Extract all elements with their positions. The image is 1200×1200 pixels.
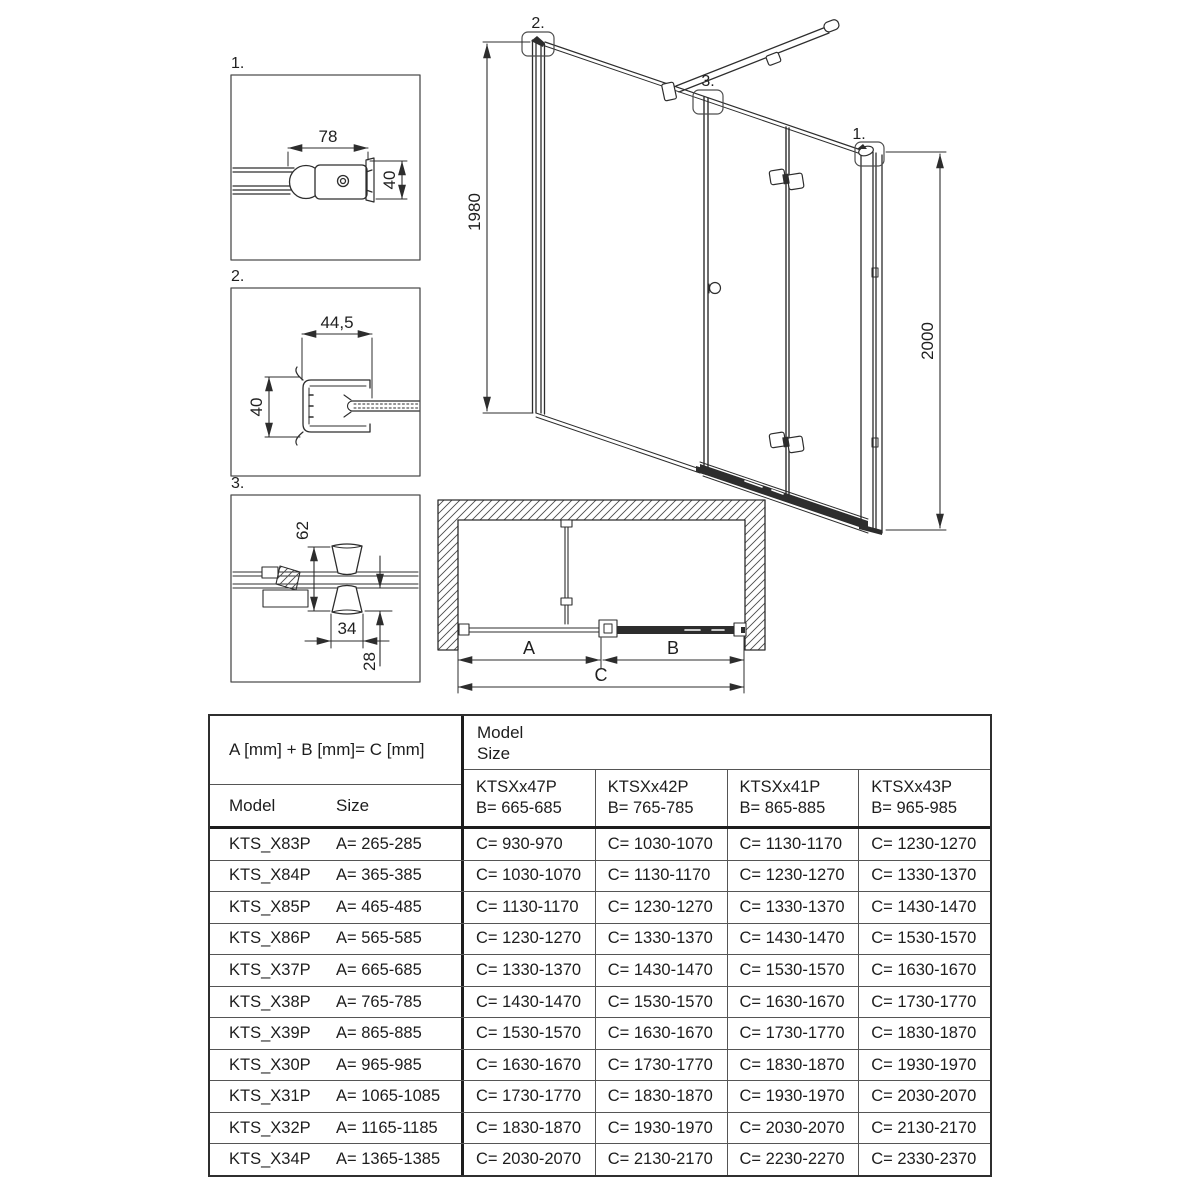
svg-text:2000: 2000 bbox=[918, 322, 937, 360]
table-header-right bbox=[464, 716, 990, 826]
col-header-size: Size bbox=[336, 795, 370, 815]
detail-1 bbox=[231, 55, 420, 260]
group-header-line2: Size bbox=[477, 744, 511, 763]
size-columns-header bbox=[464, 770, 990, 826]
dim-a-label: A bbox=[522, 638, 536, 658]
table-formula: A [mm] + B [mm]= C [mm] bbox=[210, 716, 461, 785]
col-header-ktsx42p: KTSXx42P B= 765-785 bbox=[595, 770, 727, 826]
detail-3 bbox=[231, 475, 420, 682]
detail-3-dim-offset: 28 bbox=[360, 652, 379, 671]
svg-text:1.: 1. bbox=[852, 126, 866, 143]
table-header-left bbox=[210, 716, 464, 826]
table-row: KTS_X34P A= 1365-1385 C= 2030-2070 C= 2130-2170 C= 2230-2270 C= 2330-2370 bbox=[210, 1143, 990, 1175]
table-row: KTS_X32P A= 1165-1185 C= 1830-1870 C= 1930-1970 C= 2030-2070 C= 2130-2170 bbox=[210, 1112, 990, 1144]
col-header-ktsx43p: KTSXx43P B= 965-985 bbox=[858, 770, 990, 826]
table-header bbox=[210, 716, 990, 829]
detail-2-label: 2. bbox=[231, 268, 245, 285]
svg-text:3.: 3. bbox=[701, 73, 715, 90]
dim-c-label: C bbox=[594, 665, 608, 685]
plan-view bbox=[438, 500, 765, 693]
col-header-ktsx47p: KTSXx47P B= 665-685 bbox=[476, 778, 562, 817]
table-row: KTS_X84P A= 365-385 C= 1030-1070 C= 1130-1170 C= 1230-1270 C= 1330-1370 bbox=[210, 860, 990, 892]
col-header-model: Model bbox=[229, 795, 276, 815]
detail-3-dim-width: 34 bbox=[337, 619, 357, 638]
group-header-model-size bbox=[464, 716, 990, 770]
dim-1980 bbox=[465, 42, 533, 413]
svg-text:1980: 1980 bbox=[465, 193, 484, 231]
detail-2-dim-width: 44,5 bbox=[320, 313, 354, 332]
table-row: KTS_X85P A= 465-485 C= 1130-1170 C= 1230-1270 C= 1330-1370 C= 1430-1470 bbox=[210, 891, 990, 923]
table-row: KTS_X39P A= 865-885 C= 1530-1570 C= 1630-1670 C= 1730-1770 C= 1830-1870 bbox=[210, 1017, 990, 1049]
detail-2 bbox=[231, 268, 420, 476]
callout-2 bbox=[522, 15, 554, 56]
detail-1-label: 1. bbox=[231, 55, 245, 72]
detail-1-dim-height: 40 bbox=[380, 170, 399, 190]
table-row: KTS_X38P A= 765-785 C= 1430-1470 C= 1530-1570 C= 1630-1670 C= 1730-1770 bbox=[210, 986, 990, 1018]
table-row: KTS_X31P A= 1065-1085 C= 1730-1770 C= 1830-1870 C= 1930-1970 C= 2030-2070 bbox=[210, 1080, 990, 1112]
table-row: KTS_X30P A= 965-985 C= 1630-1670 C= 1730-1770 C= 1830-1870 C= 1930-1970 bbox=[210, 1049, 990, 1081]
dim-2000 bbox=[886, 152, 946, 530]
size-table bbox=[208, 714, 992, 1177]
table-row: KTS_X83P A= 265-285 C= 930-970 C= 1030-1070 C= 1130-1170 C= 1230-1270 bbox=[210, 829, 990, 860]
table-row: KTS_X86P A= 565-585 C= 1230-1270 C= 1330-1370 C= 1430-1470 C= 1530-1570 bbox=[210, 923, 990, 955]
table-body bbox=[210, 829, 990, 1175]
detail-2-dim-height: 40 bbox=[247, 397, 266, 417]
table-subheader bbox=[210, 785, 461, 826]
detail-3-dim-height: 62 bbox=[293, 521, 312, 540]
detail-1-dim-width: 78 bbox=[318, 127, 338, 146]
col-header-ktsx41p: KTSXx41P B= 865-885 bbox=[727, 770, 859, 826]
elevation-view bbox=[465, 15, 946, 535]
group-header-line1: Model bbox=[477, 723, 524, 742]
plan-dims bbox=[458, 637, 744, 693]
dim-b-label: B bbox=[666, 638, 680, 658]
detail-3-label: 3. bbox=[231, 475, 245, 492]
svg-text:2.: 2. bbox=[531, 15, 545, 32]
table-row: KTS_X37P A= 665-685 C= 1330-1370 C= 1430-1470 C= 1530-1570 C= 1630-1670 bbox=[210, 954, 990, 986]
